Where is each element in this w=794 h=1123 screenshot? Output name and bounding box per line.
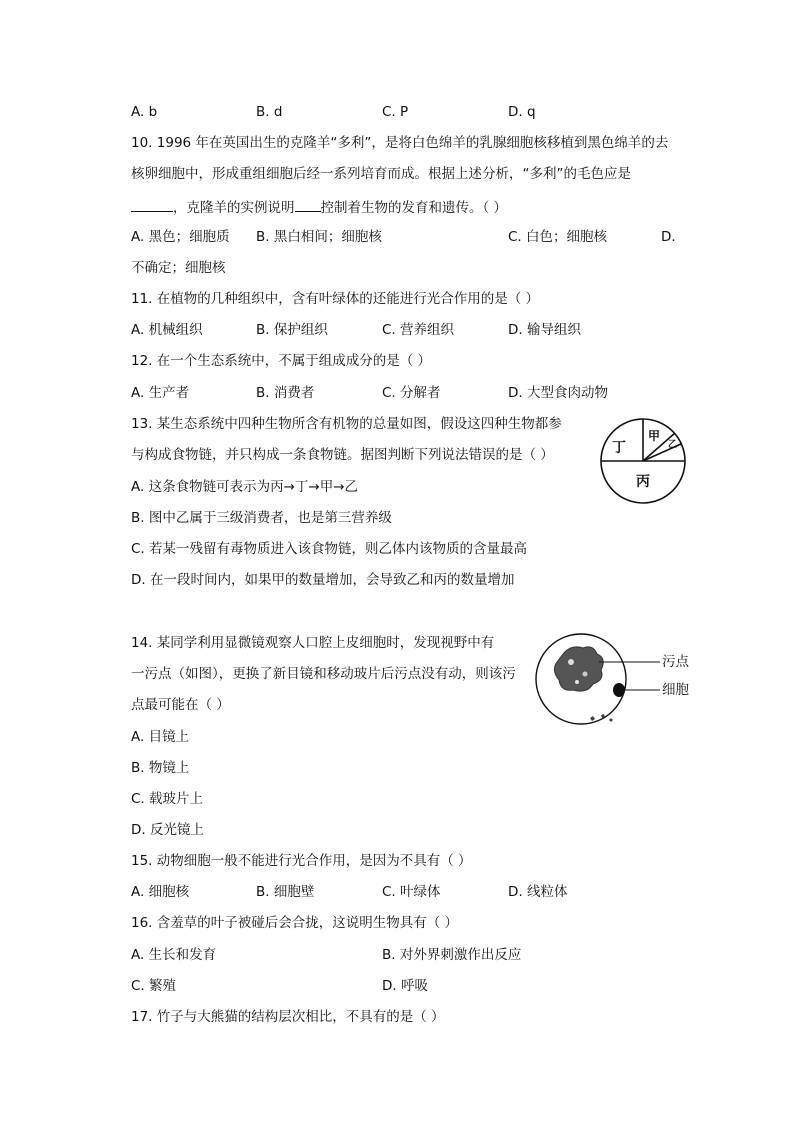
q14-option-d: D. 反光镜上 [131,822,204,838]
q13-pie-figure [598,416,688,506]
q12-option-c: C. 分解者 [382,385,441,401]
q16-stem: 16. 含羞草的叶子被碰后会合拢，这说明生物具有（ ） [131,915,459,931]
q15-option-a: A. 细胞核 [131,884,190,900]
q11-option-a: A. 机械组织 [131,322,203,338]
q10-option-d-cont: 不确定；细胞核 [131,260,226,276]
q9-option-b: B. d [256,104,283,120]
q12-option-d: D. 大型食肉动物 [508,385,608,401]
spot-speck [568,659,574,665]
q10-stem-line2: 核卵细胞中，形成重组细胞后经一系列培育而成。根据上述分析，“多利”的毛色应是 [131,166,631,182]
q16-option-d: D. 呼吸 [382,978,428,994]
q14-stem-line2: 一污点（如图），更换了新目镜和移动玻片后污点没有动，则该污 [131,666,516,682]
q16-option-a: A. 生长和发育 [131,947,217,963]
q15-stem: 15. 动物细胞一般不能进行光合作用，是因为不具有（ ） [131,853,472,869]
q10-option-b: B. 黑白相间；细胞核 [256,229,382,245]
q9-option-a: A. b [131,104,158,120]
q13-stem-line1: 13. 某生态系统中四种生物所含有机物的总量如图，假设这四种生物都参 [131,416,562,432]
q13-option-b: B. 图中乙属于三级消费者，也是第三营养级 [131,510,392,526]
q14-stem-line3: 点最可能在（ ） [131,697,230,713]
q10-blank-2 [295,197,321,212]
q14-option-a: A. 目镜上 [131,729,190,745]
pie-label-yi: 乙 [668,440,678,450]
q9-option-c: C. P [382,104,409,120]
debris-marks [590,714,613,722]
q14-stem-line1: 14. 某同学利用显微镜观察人口腔上皮细胞时，发现视野中有 [131,635,495,651]
q12-stem: 12. 在一个生态系统中，不属于组成成分的是（ ） [131,353,432,369]
q12-option-b: B. 消费者 [256,385,315,401]
q10-option-d: D. [661,229,676,245]
q13-stem-line2: 与构成食物链，并只构成一条食物链。据图判断下列说法错误的是（ ） [131,447,554,463]
q15-option-c: C. 叶绿体 [382,884,441,900]
cell-shape [613,683,625,697]
q13-option-c: C. 若某一残留有毒物质进入该食物链，则乙体内该物质的含量最高 [131,541,528,557]
q11-option-d: D. 输导组织 [508,322,581,338]
q10-stem-line1: 10. 1996 年在英国出生的克隆羊“多利”，是将白色绵羊的乳腺细胞核移植到黑色绵羊的去 [131,135,669,151]
q15-option-d: D. 线粒体 [508,884,568,900]
pie-label-ding: 丁 [612,440,626,456]
q14-option-c: C. 载玻片上 [131,791,204,807]
q14-microscope-figure [535,632,660,732]
q17-stem: 17. 竹子与大熊猫的结构层次相比，不具有的是（ ） [131,1009,445,1025]
label-cell: 细胞 [662,682,689,698]
q15-option-b: B. 细胞壁 [256,884,315,900]
q10-stem-line3: ，克隆羊的实例说明 控制着生物的发育和遗传。（ ） [131,197,507,217]
q13-option-d: D. 在一段时间内，如果甲的数量增加，会导致乙和丙的数量增加 [131,572,515,588]
q11-option-c: C. 营养组织 [382,322,455,338]
q13-option-a: A. 这条食物链可表示为丙→丁→甲→乙 [131,479,359,495]
q16-option-b: B. 对外界刺激作出反应 [382,947,522,963]
q11-stem: 11. 在植物的几种组织中，含有叶绿体的还能进行光合作用的是（ ） [131,291,540,307]
spot-blob [554,647,603,691]
pie-label-bing: 丙 [636,474,650,490]
pie-label-jia: 甲 [648,429,661,443]
spot-speck [575,680,579,684]
q9-option-d: D. q [508,104,536,120]
q16-option-c: C. 繁殖 [131,978,177,994]
q10-option-a: A. 黑色；细胞质 [131,229,230,245]
spot-speck [583,672,588,677]
q12-option-a: A. 生产者 [131,385,190,401]
label-spot: 污点 [662,654,689,670]
q10-option-c: C. 白色；细胞核 [508,229,608,245]
q11-option-b: B. 保护组织 [256,322,328,338]
q10-blank-1 [131,197,173,212]
q14-option-b: B. 物镜上 [131,760,190,776]
